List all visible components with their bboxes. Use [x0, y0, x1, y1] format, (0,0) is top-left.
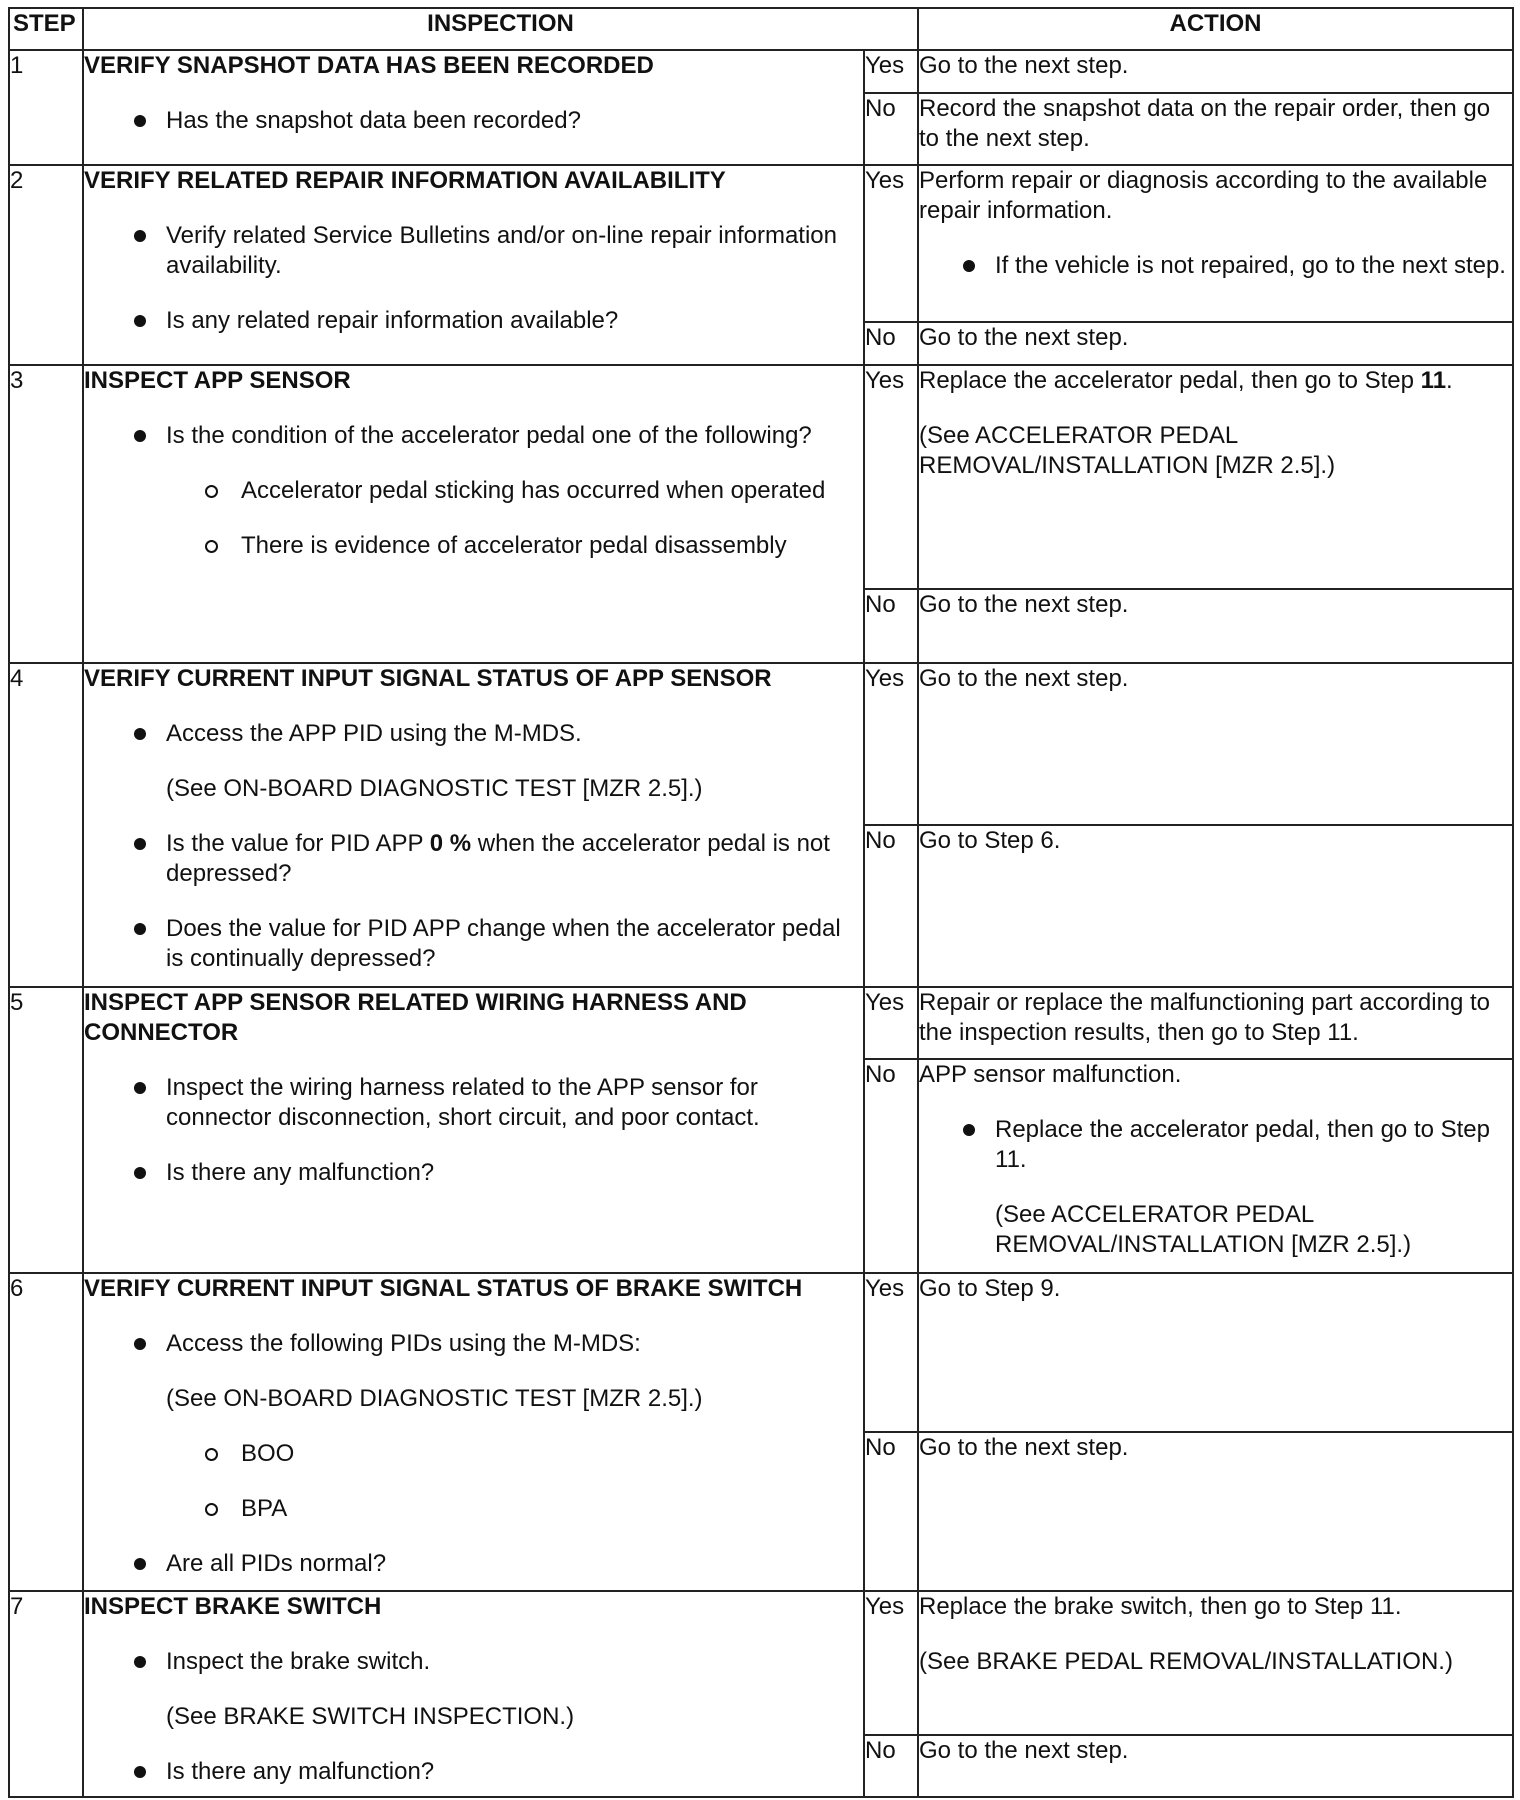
pid-boo: BOO [84, 1439, 863, 1469]
step-6-yes-row [9, 1273, 1513, 1432]
step-title: INSPECT APP SENSOR RELATED WIRING HARNESS AND CONNECTOR [84, 989, 747, 1046]
inspection-item: Has the snapshot data been recorded? [84, 106, 863, 136]
no-label: No [864, 93, 918, 165]
no-label: No [864, 1735, 918, 1797]
inspection-item: Verify related Service Bulletins and/or on-line repair information availability. [84, 221, 863, 281]
yes-label: Yes [864, 1273, 918, 1432]
inspection-item: Access the APP PID using the M-MDS. [84, 719, 863, 749]
yes-action: Go to the next step. [918, 663, 1513, 825]
inspection-column-header: INSPECTION [83, 8, 918, 50]
step-number: 2 [9, 165, 83, 365]
step-1-yes-row [9, 50, 1513, 93]
no-action: Go to the next step. [918, 1432, 1513, 1591]
inspection-item: Is there any malfunction? [84, 1158, 863, 1188]
inspection-item: Inspect the brake switch. [84, 1647, 863, 1677]
action-text: APP sensor malfunction. [919, 1061, 1182, 1088]
step-7-yes-row [9, 1591, 1513, 1735]
inspection-item: Access the following PIDs using the M-MDS: [84, 1329, 863, 1359]
action-note: (See ACCELERATOR PEDAL REMOVAL/INSTALLATION [MZR 2.5].) [995, 1201, 1412, 1258]
inspection-subitem: There is evidence of accelerator pedal disassembly [84, 531, 863, 561]
step-4-inspection [83, 663, 864, 987]
pid-value: 0 % [429, 830, 472, 857]
action-note: (See ACCELERATOR PEDAL REMOVAL/INSTALLATION [MZR 2.5].) [919, 422, 1336, 479]
step-6-inspection [83, 1273, 864, 1591]
yes-label: Yes [864, 1591, 918, 1735]
step-number: 4 [9, 663, 83, 987]
step-1-inspection [83, 50, 864, 165]
action-text: Perform repair or diagnosis according to the available repair information. [919, 167, 1488, 224]
table-header-row [9, 8, 1513, 50]
inspection-item: Is the condition of the accelerator pedal one of the following? [84, 421, 863, 451]
no-action: Go to the next step. [918, 589, 1513, 663]
action-item: Replace the accelerator pedal, then go to Step 11. [919, 1115, 1512, 1175]
yes-label: Yes [864, 50, 918, 93]
yes-action: Go to the next step. [918, 50, 1513, 93]
inspection-item: Is any related repair information available? [84, 306, 863, 336]
step-title: VERIFY RELATED REPAIR INFORMATION AVAILABILITY [84, 167, 726, 194]
step-title: INSPECT APP SENSOR [84, 367, 351, 394]
step-reference: 11 [1420, 367, 1447, 394]
no-label: No [864, 322, 918, 365]
inspection-item: Does the value for PID APP change when the accelerator pedal is continually depressed? [84, 914, 863, 974]
step-title: VERIFY CURRENT INPUT SIGNAL STATUS OF APP SENSOR [84, 665, 772, 692]
step-3-inspection [83, 365, 864, 663]
yes-label: Yes [864, 663, 918, 825]
pid-bpa: BPA [84, 1494, 863, 1524]
step-3-yes-row [9, 365, 1513, 589]
diagnostic-procedure-table [8, 7, 1514, 1798]
no-action: Record the snapshot data on the repair order, then go to the next step. [918, 93, 1513, 165]
yes-action [918, 1591, 1513, 1735]
yes-label: Yes [864, 365, 918, 589]
step-number: 3 [9, 365, 83, 663]
inspection-note: (See BRAKE SWITCH INSPECTION.) [166, 1703, 575, 1730]
inspection-note: (See ON-BOARD DIAGNOSTIC TEST [MZR 2.5].) [166, 775, 703, 802]
action-text: Replace the brake switch, then go to Step 11. [919, 1593, 1402, 1620]
action-item: If the vehicle is not repaired, go to the next step. [919, 251, 1512, 281]
action-column-header: ACTION [918, 8, 1513, 50]
inspection-item: Is the value for PID APP 0 % when the accelerator pedal is not depressed? [84, 829, 863, 889]
no-action [918, 1059, 1513, 1273]
inspection-item: Is there any malfunction? [84, 1757, 863, 1787]
step-title: VERIFY CURRENT INPUT SIGNAL STATUS OF BRAKE SWITCH [84, 1275, 803, 1302]
no-action: Go to Step 6. [918, 825, 1513, 987]
no-action: Go to the next step. [918, 322, 1513, 365]
no-action: Go to the next step. [918, 1735, 1513, 1797]
yes-action: Go to Step 9. [918, 1273, 1513, 1432]
yes-label: Yes [864, 987, 918, 1059]
step-5-yes-row [9, 987, 1513, 1059]
step-title: INSPECT BRAKE SWITCH [84, 1593, 382, 1620]
no-label: No [864, 1432, 918, 1591]
yes-action [918, 165, 1513, 322]
yes-action [918, 365, 1513, 589]
yes-action: Repair or replace the malfunctioning part according to the inspection results, then go to Step 11. [918, 987, 1513, 1059]
inspection-item: Are all PIDs normal? [84, 1549, 863, 1579]
step-7-inspection [83, 1591, 864, 1797]
step-number: 6 [9, 1273, 83, 1591]
step-number: 7 [9, 1591, 83, 1797]
step-2-yes-row [9, 165, 1513, 322]
step-2-inspection [83, 165, 864, 365]
step-title: VERIFY SNAPSHOT DATA HAS BEEN RECORDED [84, 52, 654, 79]
step-5-inspection [83, 987, 864, 1273]
step-number: 1 [9, 50, 83, 165]
inspection-subitem: Accelerator pedal sticking has occurred when operated [84, 476, 863, 506]
action-note: (See BRAKE PEDAL REMOVAL/INSTALLATION.) [919, 1648, 1453, 1675]
yes-label: Yes [864, 165, 918, 322]
no-label: No [864, 825, 918, 987]
inspection-note: (See ON-BOARD DIAGNOSTIC TEST [MZR 2.5].) [166, 1385, 703, 1412]
step-column-header: STEP [9, 8, 83, 50]
action-text: Replace the accelerator pedal, then go to Step 11. [919, 367, 1453, 394]
step-number: 5 [9, 987, 83, 1273]
step-4-yes-row [9, 663, 1513, 825]
no-label: No [864, 589, 918, 663]
inspection-item: Inspect the wiring harness related to the APP sensor for connector disconnection, short circuit, and poor contact. [84, 1073, 863, 1133]
no-label: No [864, 1059, 918, 1273]
